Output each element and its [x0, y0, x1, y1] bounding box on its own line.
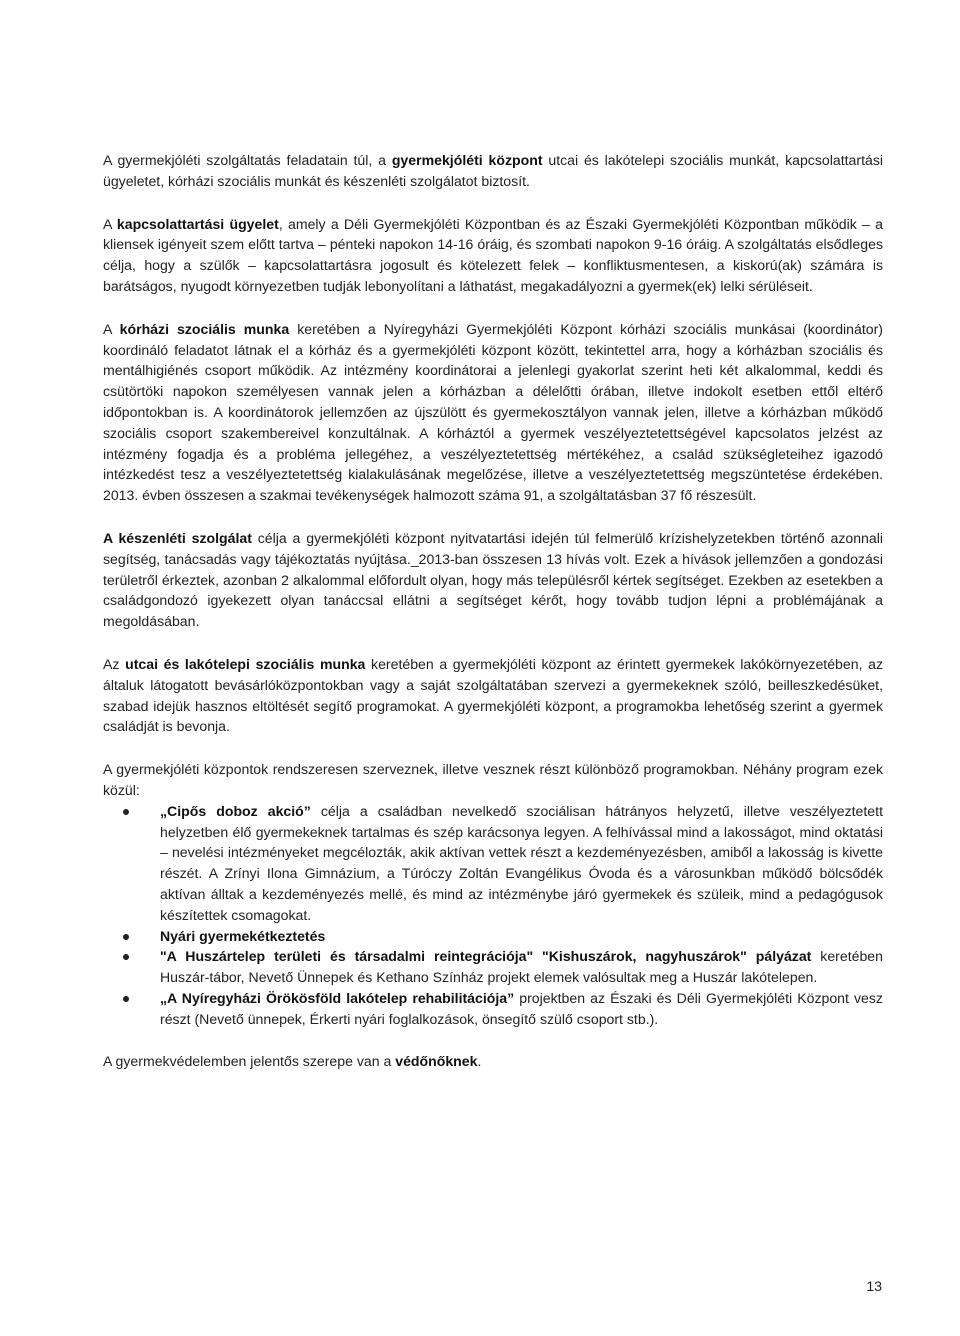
text-run: utcai és lakótelepi szociális munkát, kapcsolattartási ügyeletet, kórházi szociális munkát és készenléti szolgálatot biztosít.	[103, 152, 884, 189]
bullet-icon	[123, 954, 129, 960]
bold-text: védőnőknek	[395, 1053, 478, 1070]
text-run: .	[477, 1053, 482, 1070]
list-item	[160, 926, 883, 947]
bold-text: "A Huszártelep területi és társadalmi reintegrációja" "Kishuszárok, nagyhuszárok" pályázat	[160, 948, 812, 965]
bold-text: „A Nyíregyházi Örökösföld lakótelep rehabilitációja”	[160, 989, 515, 1006]
text-run: A gyermekvédelemben jelentős szerepe van a	[103, 1053, 396, 1070]
text-run: keretében Huszár-tábor, Nevető Ünnepek és Kethano Színház projekt elemek valósultak meg a Huszár lakótelepen.	[160, 948, 883, 986]
bold-text: „Cipős doboz akció”	[160, 802, 311, 819]
document-body	[103, 150, 883, 1094]
paragraph-list	[103, 150, 883, 801]
text-run: Az	[103, 655, 126, 672]
text-run: célja a gyermekjóléti központ nyitvatartási idején túl felmerülő krízishelyzetekben történő azonnali segítség, tanácsadás vagy tájékoztatás nyújtása._2013-ban összesen 13 hívás volt. Ezek a hívások jellemzően a gondozási területről érkeztek, azonban 2 alkalommal előfordult olyan, hogy más településről kértek segítséget. Ezekben az esetekben a családgondozó igyekezett olyan tanáccsal ellátni a segítséget kérőt, hogy tovább tudjon lépni a problémájának a megoldásában.	[103, 529, 884, 630]
text-run: A	[103, 215, 117, 232]
paragraph-korhazi	[103, 319, 883, 506]
paragraph-intro	[103, 150, 883, 192]
program-list	[103, 801, 883, 1030]
bold-text: utcai és lakótelepi szociális munka	[125, 655, 366, 672]
paragraph-keszenleti	[103, 528, 883, 632]
page-number: 13	[866, 1278, 882, 1294]
bold-text: Nyári gyermekétkeztetés	[160, 927, 326, 944]
closing-paragraph	[103, 1051, 883, 1072]
paragraph-programs-intro	[103, 759, 883, 801]
text-run: projektben az Északi és Déli Gyermekjóléti Központ vesz részt (Nevető ünnepek, Érkerti nyári foglalkozások, önsegítő szülő csoport stb.).	[160, 989, 883, 1027]
bullet-icon	[123, 996, 129, 1002]
text-run: célja a családban nevelkedő szociálisan hátrányos helyzetű, illetve veszélyeztetett helyzetben élő gyermekeknek tartalmas és szép karácsonya legyen. A felhívással mind a lakosságot, mind oktatási – nevelési intézményeket megcélozták, akik aktívan vettek részt a kezdeményezésben, amiből a lakosság is kivette részét. A Zrínyi Ilona Gimnázium, a Túróczy Zoltán Evangélikus Óvoda és a városunkban működő bölcsődék aktívan álltak a kezdeményezés mellé, és mind az intézménybe járó gyermekek és szüleik, mind a pedagógusok készítettek csomagokat.	[160, 802, 883, 923]
list-item	[160, 988, 883, 1030]
text-run: A gyermekjóléti szolgáltatás feladatain túl, a	[103, 152, 392, 168]
paragraph-utcai	[103, 654, 883, 737]
paragraph-kapcsolattartas	[103, 214, 883, 297]
text-run: A	[103, 320, 120, 337]
list-item	[160, 946, 883, 988]
list-item	[160, 801, 883, 926]
bold-text: A készenléti szolgálat	[103, 529, 252, 546]
bold-text: kórházi szociális munka	[119, 320, 290, 337]
text-run: keretében a gyermekjóléti központ az érintett gyermekek lakókörnyezetében, az általuk látogatott bevásárlóközpontokban vagy a saját szolgáltatában szervezi a gyermekeknek szóló, beilleszkedésüket, szabad idejük hasznos eltöltését segítő programokat. A gyermekjóléti központ, a programokba lehetőség szerint a gyermek családját is bevonja.	[103, 655, 883, 735]
text-run: keretében a Nyíregyházi Gyermekjóléti Központ kórházi szociális munkásai (koordinátor) koordináló feladatot látnak el a kórház és a gyermekjóléti központ között, tekintettel arra, hogy a kórházban szociális és mentálhigiénés csoport működik. Az intézmény koordinátorai a jelenlegi gyakorlat szerint heti két alkalommal, keddi és csütörtöki napokon személyesen vannak jelen a kórházban a délelőtti órában, illetve indokolt esetben ettől eltérő időpontokban is. A koordinátorok jellemzően az újszülött és gyermekosztályon vannak jelen, illetve a kórházban működő szociális csoport szakembereivel konzultálnak. A kórháztól a gyermek veszélyeztetettségével kapcsolatos jelzést az intézmény fogadja és a probléma jellegéhez, a veszélyeztetettség mértékéhez, a család szükségleteihez igazodó intézkedést tesz a veszélyeztetettség kialakulásának megelőzése, illetve a veszélyeztetettség megszüntetése érdekében. 2013. évben összesen a szakmai tevékenységek halmozott száma 91, a szolgáltatásban 37 fő részesült.	[103, 320, 883, 504]
text-run: , amely a Déli Gyermekjóléti Központban és az Északi Gyermekjóléti Központban működik – a kliensek igényeit szem előtt tartva – pénteki napokon 14-16 óráig, és szombati napokon 9-16 óráig. A szolgáltatás elsődleges célja, hogy a szülők – kapcsolattartásra jogosult és kötelezett felek – konfliktusmentesen, a kiskorú(ak) számára is barátságos, nyugodt környezetben tudják lebonyolítani a láthatást, megakadályozni a gyermek(ek) lelki sérüléseit.	[103, 215, 883, 294]
bold-text: gyermekjóléti központ	[391, 152, 543, 168]
bullet-icon	[123, 809, 129, 815]
text-run: A gyermekjóléti központok rendszeresen szerveznek, illetve vesznek részt különböző programokban. Néhány program ezek közül:	[103, 761, 883, 798]
bullet-icon	[123, 934, 129, 940]
bold-text: kapcsolattartási ügyelet	[116, 215, 279, 232]
